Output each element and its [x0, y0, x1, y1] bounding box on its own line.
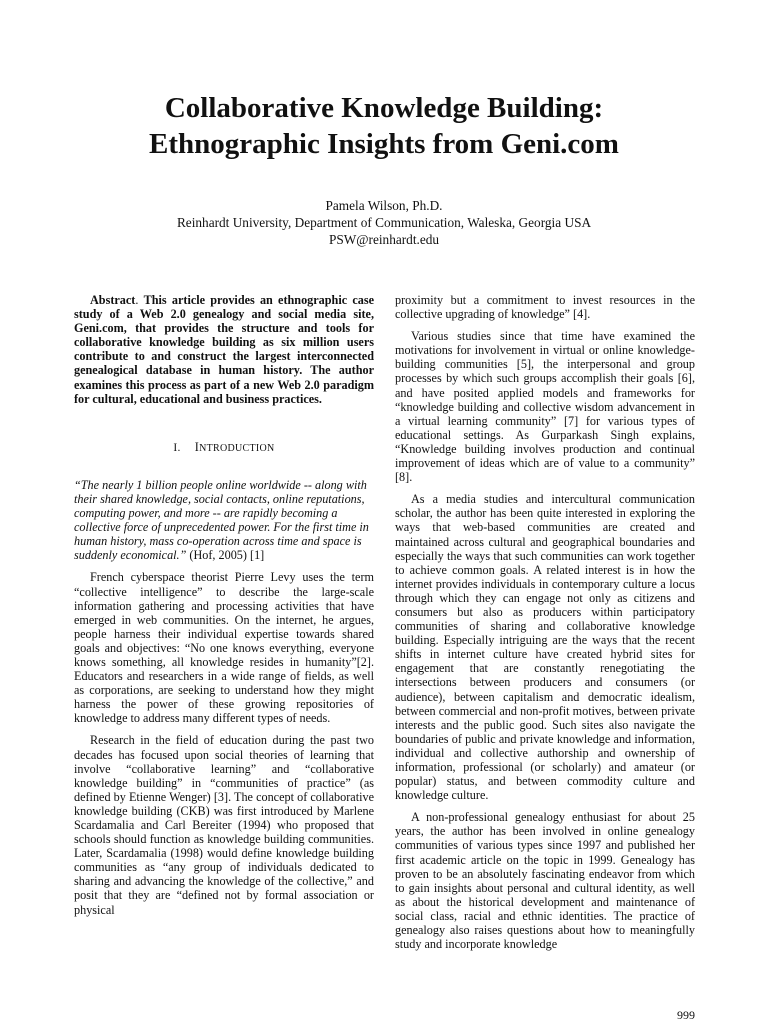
author-email: PSW@reinhardt.edu — [328, 232, 440, 247]
paragraph: A non-professional genealogy enthusiast for about 25 years, the author has been involved in online genealogy communities of various types since 1997 and published her first academic article on the topic in 1999. Genealogy has proven to be an absolutely fascinating endeavor from which to gain insights about personal and cultural identity, as well as about the historical development and maintenance of social class, racial and ethnic identities. The practice of genealogy also raises questions about how to meaningfully study and incorporate knowledge — [395, 810, 695, 952]
author-block — [60, 197, 708, 248]
paragraph: Various studies since that time have examined the motivations for involvement in virtual or online knowledge-building communities [5], the interpersonal and group processes by which such groups accomplish their goals [6], and have posited applied models and frameworks for “knowledge building and collective wisdom advancement in a virtual learning community” [7] for various types of educational settings. As Gurparkash Singh explains, “Knowledge building involves production and continual improvement of ideas which are of value to a community” [8]. — [395, 329, 695, 485]
quote-text: “The nearly 1 billion people online worldwide -- along with their shared knowledge, social contacts, online reputations, computing power, and more -- are rapidly becoming a collective force of unprecedented power. For the first time in human history, mass co-operation across time and space is suddenly economical.” — [74, 477, 369, 563]
paragraph: As a media studies and intercultural communication scholar, the author has been quite interested in exploring the ways that web-based communities are created and maintained across cultural and geographical boundaries and especially the ways that such communities can work together to achieve common goals. A related interest is in how the internet provides individuals in contemporary culture a locus through which they can engage not only as citizens and consumers but also as producers within participatory communities of sharing and collaborative knowledge building. Especially intriguing are the ways that the recent shifts in internet culture have created hybrid sites for engagement that are constantly renegotiating the intersections between producers and consumers (or audience), between capitalism and democratic idealism, between commercial and non-profit motives, between private interests and the public good. Such sites also navigate the boundaries of public and private knowledge and information, individual and collective authorship and ownership of information, professional (or scholarly) and amateur (or popular) status, and between commodity culture and knowledge culture. — [395, 492, 695, 803]
paper-title — [60, 90, 708, 162]
paragraph: proximity but a commitment to invest resources in the collective upgrading of knowledge” [4]. — [395, 293, 695, 322]
paragraph: Research in the field of education during the past two decades has focused upon social theories of learning that involve “collaborative learning” and “collaborative knowledge building” in “communities of practice” (as defined by Etienne Wenger) [3]. The concept of collaborative knowledge building (CKB) was first introduced by Marlene Scardamalia and Carl Bereiter (1994) who proposed that schools should function as knowledge building communities. Later, Scardamalia (1998) would define knowledge building communities as “any group of individuals dedicated to sharing and advancing the knowledge of the collective,” and posit that they are “defined not by formal association or physical — [74, 733, 374, 917]
section-heading-initial: I — [194, 439, 200, 454]
section-number: I. — [173, 441, 181, 454]
left-column — [74, 293, 374, 925]
quote-citation: (Hof, 2005) [1] — [186, 548, 265, 563]
author-name: Pamela Wilson, Ph.D. — [325, 198, 443, 213]
author-affiliation: Reinhardt University, Department of Communication, Waleska, Georgia USA — [176, 215, 592, 230]
page-number: 999 — [677, 1008, 695, 1022]
abstract-label: Abstract — [90, 293, 136, 307]
paragraph: French cyberspace theorist Pierre Levy uses the term “collective intelligence” to describe the large-scale information gathering and processing activities that have emerged in web communities. On the internet, he argues, people harness their individual expertise towards shared goals and objectives: “No one knows everything, everyone knows something, all knowledge resides in humanity”[2]. Educators and researchers in a wide range of fields, as well as corporations, are seeking to understand how they might harness the power of these growing repositories of knowledge to address many different types of needs. — [74, 570, 374, 726]
title-line-2: Ethnographic Insights from Geni.com — [149, 128, 619, 160]
abstract-separator: . — [135, 293, 144, 307]
title-line-1: Collaborative Knowledge Building: — [164, 92, 604, 124]
abstract-text: This article provides an ethnographic case study of a Web 2.0 genealogy and social media site, Geni.com, that provides the structure and tools for collaborative knowledge building as six million users contribute to and construct the largest interconnected genealogical database in human history. The author examines this process as part of a new Web 2.0 paradigm for cultural, educational and business practices. — [74, 293, 375, 406]
section-heading-rest: NTRODUCTION — [199, 442, 275, 454]
right-column — [395, 293, 695, 959]
abstract — [74, 293, 374, 406]
epigraph-quote — [74, 478, 374, 563]
section-heading-introduction — [74, 440, 374, 456]
